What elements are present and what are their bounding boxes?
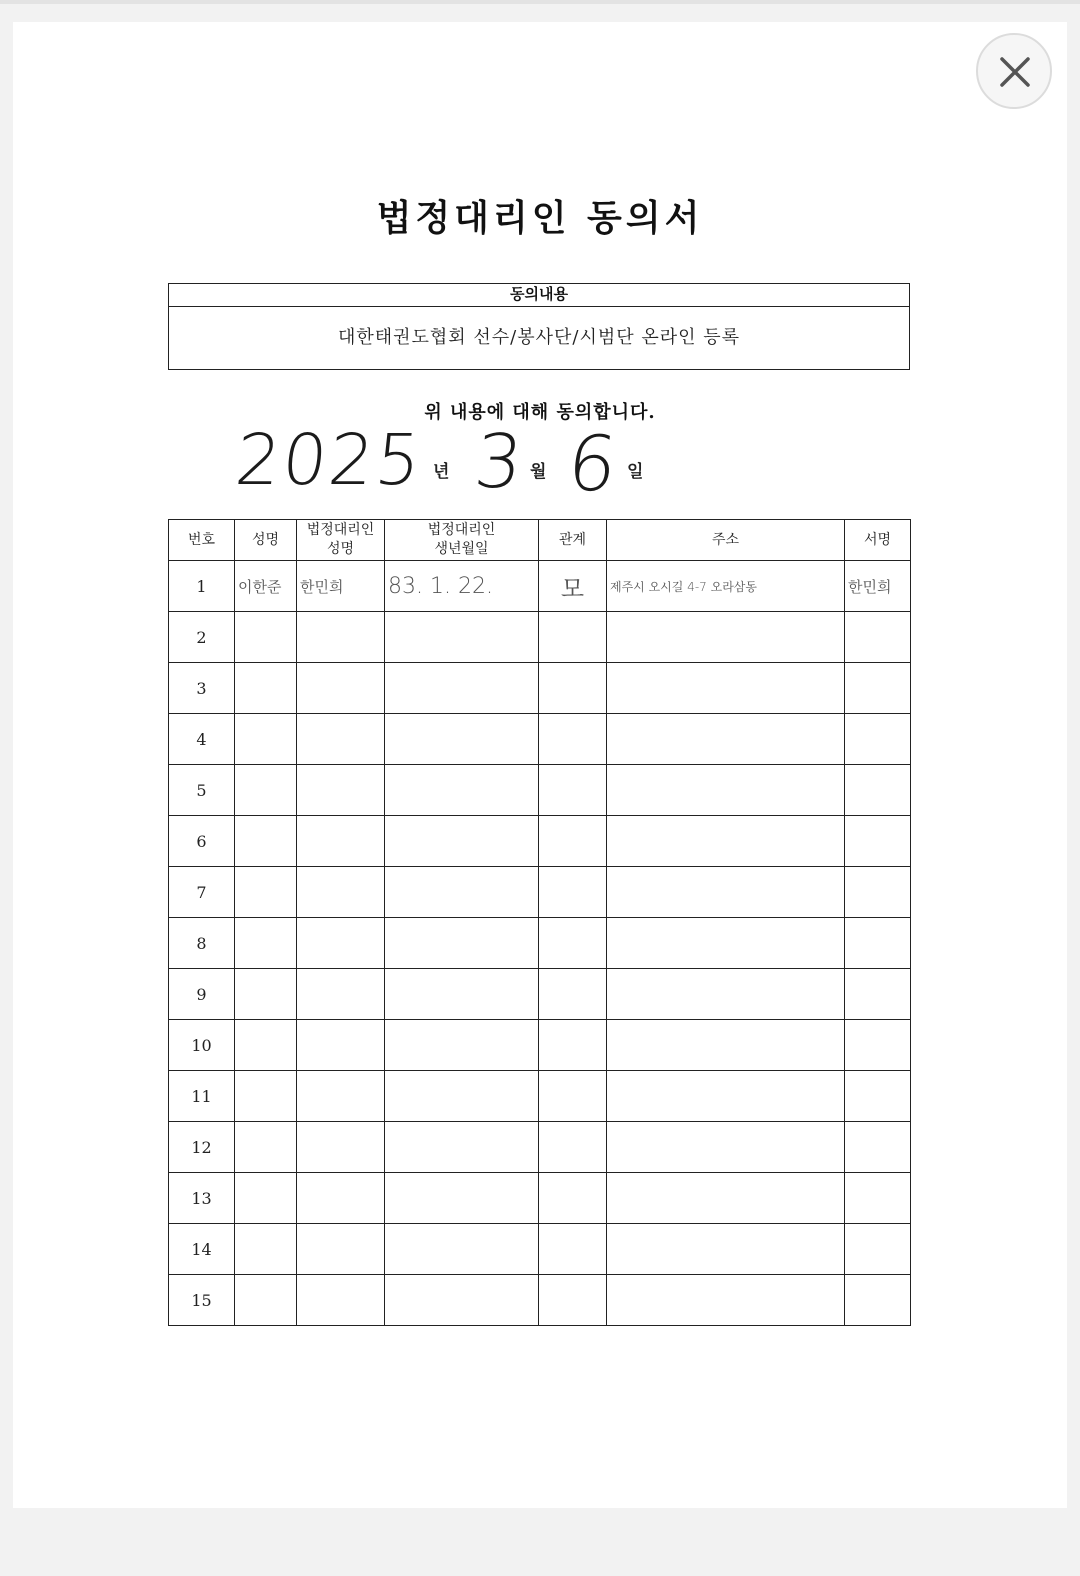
cell-address	[607, 612, 845, 663]
cell-name	[235, 561, 297, 612]
table-row	[169, 663, 911, 714]
row-number: 6	[169, 816, 235, 867]
cell-address	[607, 1275, 845, 1326]
cell-relation	[539, 612, 607, 663]
cell-guardian-name	[297, 561, 385, 612]
cell-guardian-birth	[385, 663, 539, 714]
cell-relation	[539, 1122, 607, 1173]
cell-guardian-birth	[385, 867, 539, 918]
signature-date	[230, 419, 670, 508]
cell-address	[607, 663, 845, 714]
row-number: 10	[169, 1020, 235, 1071]
cell-guardian-birth	[385, 969, 539, 1020]
cell-relation	[539, 918, 607, 969]
cell-address	[607, 1122, 845, 1173]
cell-relation	[539, 969, 607, 1020]
cell-name	[235, 969, 297, 1020]
cell-address	[607, 969, 845, 1020]
cell-guardian-birth	[385, 1173, 539, 1224]
row-number: 2	[169, 612, 235, 663]
table-row	[169, 816, 911, 867]
cell-name	[235, 765, 297, 816]
cell-address	[607, 918, 845, 969]
cell-guardian-name	[297, 1275, 385, 1326]
handwritten-day: 6	[563, 419, 622, 508]
cell-name	[235, 1122, 297, 1173]
cell-relation	[539, 867, 607, 918]
cell-address	[607, 765, 845, 816]
cell-guardian-birth	[385, 1020, 539, 1071]
table-row	[169, 1275, 911, 1326]
cell-signature	[845, 816, 911, 867]
cell-guardian-name	[297, 816, 385, 867]
table-row	[169, 561, 911, 612]
cell-guardian-name	[297, 918, 385, 969]
cell-relation	[539, 816, 607, 867]
cell-signature	[845, 612, 911, 663]
cell-name	[235, 816, 297, 867]
row-number: 5	[169, 765, 235, 816]
cell-name	[235, 1173, 297, 1224]
cell-signature	[845, 1275, 911, 1326]
table-row	[169, 969, 911, 1020]
cell-relation	[539, 765, 607, 816]
header-relation: 관계	[539, 520, 607, 561]
row-number: 14	[169, 1224, 235, 1275]
cell-signature	[845, 918, 911, 969]
cell-relation	[539, 663, 607, 714]
agreement-statement: 위 내용에 대해 동의합니다.	[424, 402, 656, 423]
cell-address	[607, 561, 845, 612]
cell-relation	[539, 1275, 607, 1326]
cell-name	[235, 612, 297, 663]
row-number: 1	[169, 561, 235, 612]
table-row	[169, 1122, 911, 1173]
year-unit: 년	[433, 462, 450, 482]
handwritten-guardian-name: 한민희	[300, 577, 344, 596]
cell-guardian-name	[297, 663, 385, 714]
cell-guardian-birth	[385, 918, 539, 969]
table-row	[169, 1173, 911, 1224]
cell-name	[235, 1020, 297, 1071]
cell-address	[607, 1224, 845, 1275]
table-header-row	[169, 520, 911, 561]
table-row	[169, 765, 911, 816]
handwritten-guardian-birth: 83. 1. 22.	[388, 573, 493, 599]
top-border	[0, 0, 1080, 4]
cell-address	[607, 867, 845, 918]
row-number: 8	[169, 918, 235, 969]
cell-relation	[539, 1224, 607, 1275]
table-row	[169, 612, 911, 663]
cell-relation	[539, 1020, 607, 1071]
cell-signature	[845, 867, 911, 918]
cell-signature	[845, 1020, 911, 1071]
consent-content: 대한태권도협회 선수/봉사단/시범단 온라인 등록	[337, 327, 741, 348]
table-row	[169, 867, 911, 918]
cell-signature	[845, 714, 911, 765]
cell-relation	[539, 1071, 607, 1122]
header-address: 주소	[607, 520, 845, 561]
cell-guardian-name	[297, 714, 385, 765]
month-unit: 월	[530, 462, 547, 482]
day-unit: 일	[627, 462, 644, 482]
handwritten-name: 이한준	[238, 577, 282, 596]
cell-guardian-birth	[385, 765, 539, 816]
handwritten-year: 2025	[231, 419, 427, 501]
header-guardian-name: 법정대리인 성명	[297, 520, 385, 561]
cell-signature	[845, 969, 911, 1020]
cell-signature	[845, 1224, 911, 1275]
table-row	[169, 1071, 911, 1122]
document-title: 법정대리인 동의서	[376, 197, 704, 239]
row-number: 7	[169, 867, 235, 918]
table-row	[169, 714, 911, 765]
cell-signature	[845, 1071, 911, 1122]
cell-guardian-name	[297, 1122, 385, 1173]
cell-relation	[539, 1173, 607, 1224]
cell-guardian-name	[297, 1020, 385, 1071]
row-number: 11	[169, 1071, 235, 1122]
cell-address	[607, 816, 845, 867]
cell-guardian-name	[297, 1224, 385, 1275]
cell-guardian-birth	[385, 1071, 539, 1122]
cell-name	[235, 1224, 297, 1275]
header-signature: 서명	[845, 520, 911, 561]
consent-header: 동의내용	[169, 284, 909, 307]
header-name: 성명	[235, 520, 297, 561]
cell-name	[235, 1275, 297, 1326]
cell-guardian-birth	[385, 561, 539, 612]
cell-guardian-birth	[385, 1122, 539, 1173]
cell-guardian-birth	[385, 1224, 539, 1275]
cell-address	[607, 1173, 845, 1224]
cell-relation	[539, 714, 607, 765]
cell-name	[235, 918, 297, 969]
header-number: 번호	[169, 520, 235, 561]
row-number: 12	[169, 1122, 235, 1173]
row-number: 3	[169, 663, 235, 714]
cell-relation	[539, 561, 607, 612]
cell-signature	[845, 561, 911, 612]
cell-guardian-name	[297, 612, 385, 663]
row-number: 13	[169, 1173, 235, 1224]
table-row	[169, 918, 911, 969]
table-row	[169, 1020, 911, 1071]
close-button[interactable]	[976, 33, 1052, 109]
table-row	[169, 1224, 911, 1275]
handwritten-signature: 한민희	[848, 577, 892, 596]
cell-guardian-birth	[385, 714, 539, 765]
cell-address	[607, 1071, 845, 1122]
close-icon	[1000, 57, 1030, 87]
cell-name	[235, 663, 297, 714]
handwritten-relation: 모	[560, 574, 585, 603]
handwritten-month: 3	[470, 419, 527, 505]
cell-signature	[845, 1122, 911, 1173]
cell-guardian-name	[297, 765, 385, 816]
row-number: 4	[169, 714, 235, 765]
cell-signature	[845, 765, 911, 816]
cell-signature	[845, 1173, 911, 1224]
consent-box	[168, 283, 910, 370]
guardian-consent-table	[168, 519, 911, 1326]
cell-guardian-birth	[385, 612, 539, 663]
header-guardian-birthdate: 법정대리인 생년월일	[385, 520, 539, 561]
handwritten-address: 제주시 오시길 4-7 오라삼동	[610, 579, 757, 594]
row-number: 15	[169, 1275, 235, 1326]
cell-name	[235, 867, 297, 918]
cell-name	[235, 714, 297, 765]
cell-name	[235, 1071, 297, 1122]
cell-guardian-name	[297, 969, 385, 1020]
cell-guardian-name	[297, 1173, 385, 1224]
cell-signature	[845, 663, 911, 714]
cell-guardian-birth	[385, 1275, 539, 1326]
cell-guardian-name	[297, 1071, 385, 1122]
cell-guardian-name	[297, 867, 385, 918]
cell-address	[607, 714, 845, 765]
cell-guardian-birth	[385, 816, 539, 867]
cell-address	[607, 1020, 845, 1071]
row-number: 9	[169, 969, 235, 1020]
